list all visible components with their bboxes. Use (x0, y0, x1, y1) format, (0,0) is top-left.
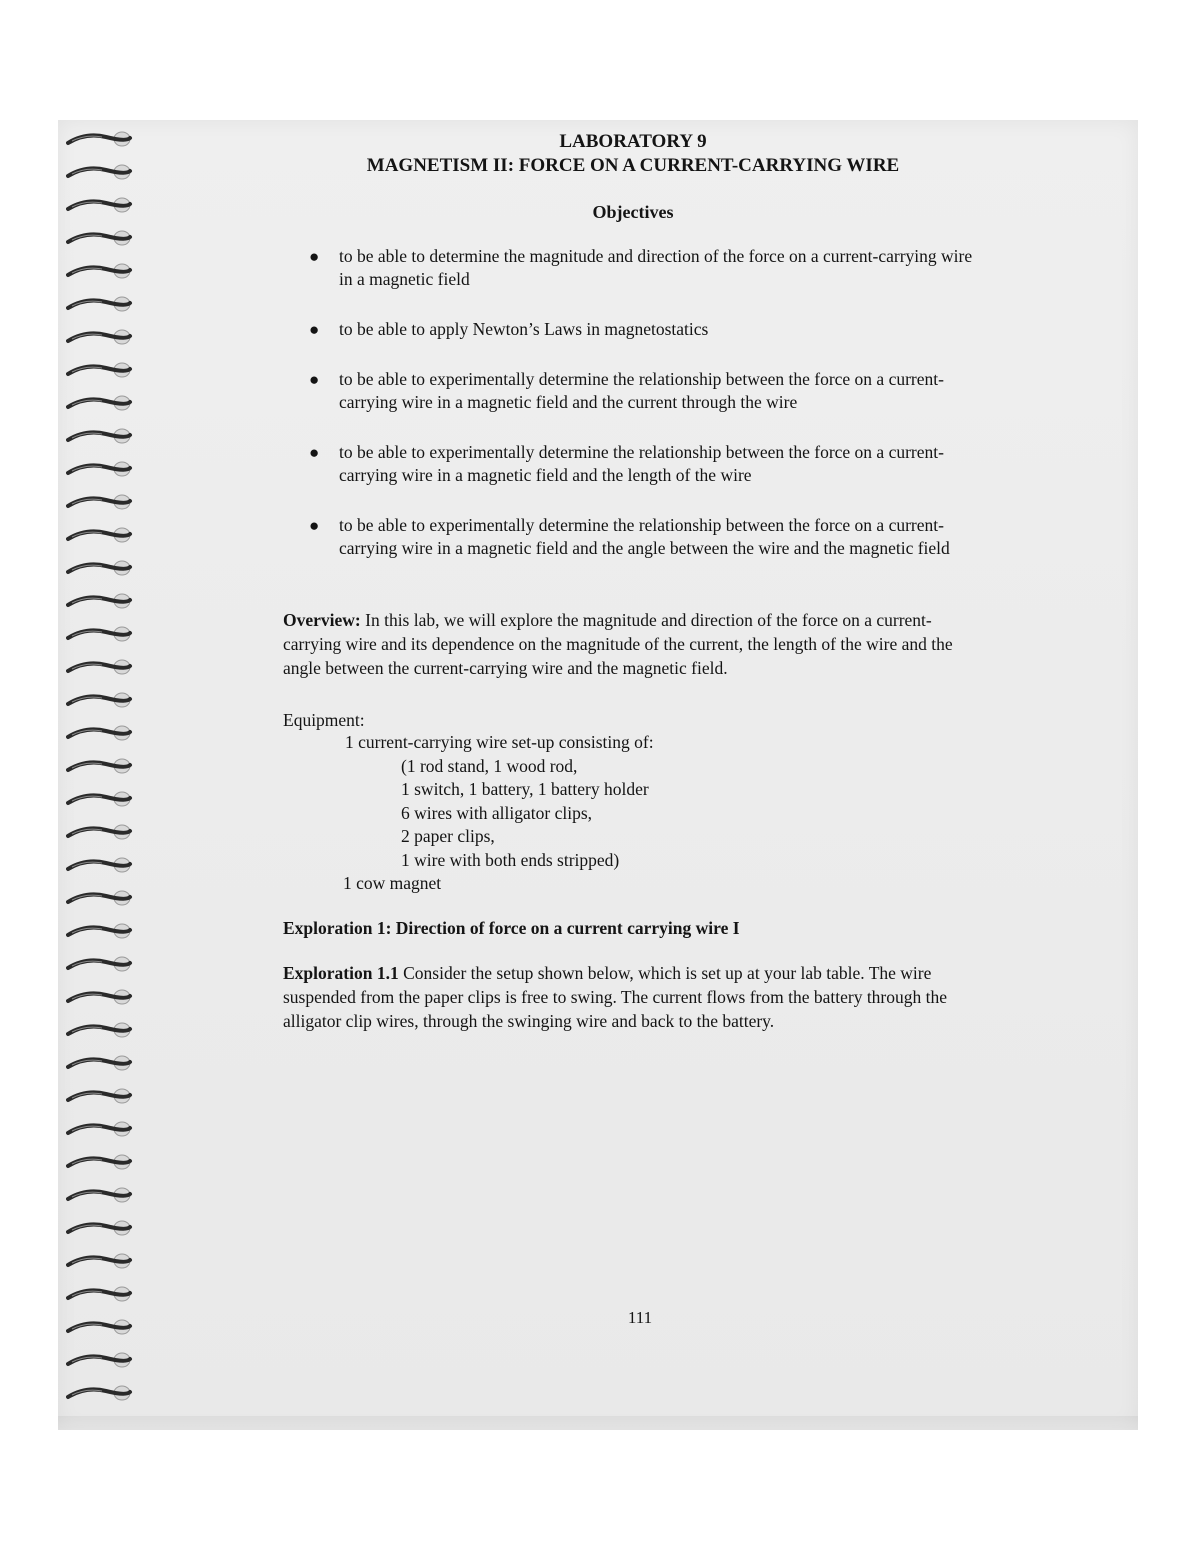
binding-coil-icon (66, 821, 136, 843)
spiral-binding (58, 120, 148, 1430)
binding-coil-icon (66, 953, 136, 975)
bullet-icon: ● (309, 247, 320, 266)
binding-coil-icon (66, 128, 136, 150)
page-shadow (58, 1416, 1138, 1430)
binding-coil-icon (66, 392, 136, 414)
binding-coil-icon (66, 1085, 136, 1107)
lab-number: LABORATORY 9 (559, 131, 707, 152)
binding-coil-icon (66, 755, 136, 777)
exploration-paragraph (283, 961, 983, 1033)
binding-coil-icon (66, 1316, 136, 1338)
overview-label: Overview: (283, 610, 361, 630)
binding-coil-icon (66, 1184, 136, 1206)
equipment-magnet: 1 cow magnet (343, 873, 442, 893)
binding-coil-icon (66, 293, 136, 315)
binding-coil-icon (66, 1382, 136, 1404)
binding-coil-icon (66, 986, 136, 1008)
objective-item (283, 318, 989, 341)
binding-coil-icon (66, 854, 136, 876)
binding-coil-icon (66, 1052, 136, 1074)
binding-coil-icon (66, 326, 136, 348)
objective-text: to be able to experimentally determine the relationship between the force on a current-carrying wire in a magnetic field and the angle between the wire and the magnetic field (339, 515, 950, 558)
binding-coil-icon (66, 1349, 136, 1371)
binding-coil-icon (66, 524, 136, 546)
binding-coil-icon (66, 359, 136, 381)
binding-coil-icon (66, 425, 136, 447)
objective-text: to be able to experimentally determine the relationship between the force on a current-carrying wire in a magnetic field and the length of the wire (339, 442, 944, 485)
objective-item (283, 441, 989, 487)
bullet-icon: ● (309, 370, 320, 389)
objectives-heading: Objectives (592, 202, 674, 222)
bullet-icon: ● (309, 320, 320, 339)
bullet-icon: ● (309, 516, 320, 535)
objective-item (283, 368, 989, 414)
binding-coil-icon (66, 1118, 136, 1140)
overview-paragraph (283, 608, 983, 680)
lab-title: MAGNETISM II: FORCE ON A CURRENT-CARRYING WIRE (366, 155, 900, 176)
binding-coil-icon (66, 590, 136, 612)
exploration-heading: Exploration 1: Direction of force on a current carrying wire I (283, 917, 740, 938)
binding-coil-icon (66, 656, 136, 678)
binding-coil-icon (66, 623, 136, 645)
binding-coil-icon (66, 557, 136, 579)
binding-coil-icon (66, 887, 136, 909)
equipment-setup: 1 current-carrying wire set-up consisting of: (345, 732, 654, 752)
binding-coil-icon (66, 227, 136, 249)
binding-coil-icon (66, 458, 136, 480)
binding-coil-icon (66, 260, 136, 282)
binding-coil-icon (66, 1283, 136, 1305)
equipment-part: (1 rod stand, 1 wood rod, (401, 755, 578, 776)
binding-coil-icon (66, 1250, 136, 1272)
exploration-sub-text: Consider the setup shown below, which is set up at your lab table. The wire suspended from the paper clips is free to swing. The current flows from the battery through the alligator clip wires, through the swinging wire and back to the battery. (283, 962, 948, 1031)
page-number: 111 (627, 1308, 653, 1327)
binding-coil-icon (66, 1217, 136, 1239)
binding-coil-icon (66, 1151, 136, 1173)
binding-coil-icon (66, 1019, 136, 1041)
objective-text: to be able to determine the magnitude and direction of the force on a current-carrying wire in a magnetic field (339, 246, 973, 289)
objective-text: to be able to apply Newton’s Laws in magnetostatics (339, 319, 709, 339)
objectives-list (283, 245, 1003, 560)
binding-coil-icon (66, 161, 136, 183)
objective-item (283, 514, 979, 560)
equipment-label: Equipment: (283, 710, 365, 730)
equipment-part: 6 wires with alligator clips, (401, 802, 593, 823)
binding-coil-icon (66, 788, 136, 810)
binding-coil-icon (66, 194, 136, 216)
equipment-part: 1 switch, 1 battery, 1 battery holder (401, 779, 649, 799)
binding-coil-icon (66, 920, 136, 942)
bullet-icon: ● (309, 443, 320, 462)
objective-text: to be able to experimentally determine the relationship between the force on a current-carrying wire in a magnetic field and the current through the wire (339, 369, 944, 412)
page-content (283, 130, 1003, 1050)
objective-item (283, 245, 989, 291)
equipment-part: 2 paper clips, (401, 826, 495, 846)
binding-coil-icon (66, 491, 136, 513)
binding-coil-icon (66, 722, 136, 744)
overview-text: In this lab, we will explore the magnitude and direction of the force on a current-carrying wire and its dependence on the magnitude of the current, the length of the wire and the angle between the current-carrying wire and the magnetic field. (283, 610, 953, 678)
exploration-sub-label: Exploration 1.1 (283, 962, 399, 983)
binding-coil-icon (66, 689, 136, 711)
equipment-part: 1 wire with both ends stripped) (401, 849, 620, 870)
